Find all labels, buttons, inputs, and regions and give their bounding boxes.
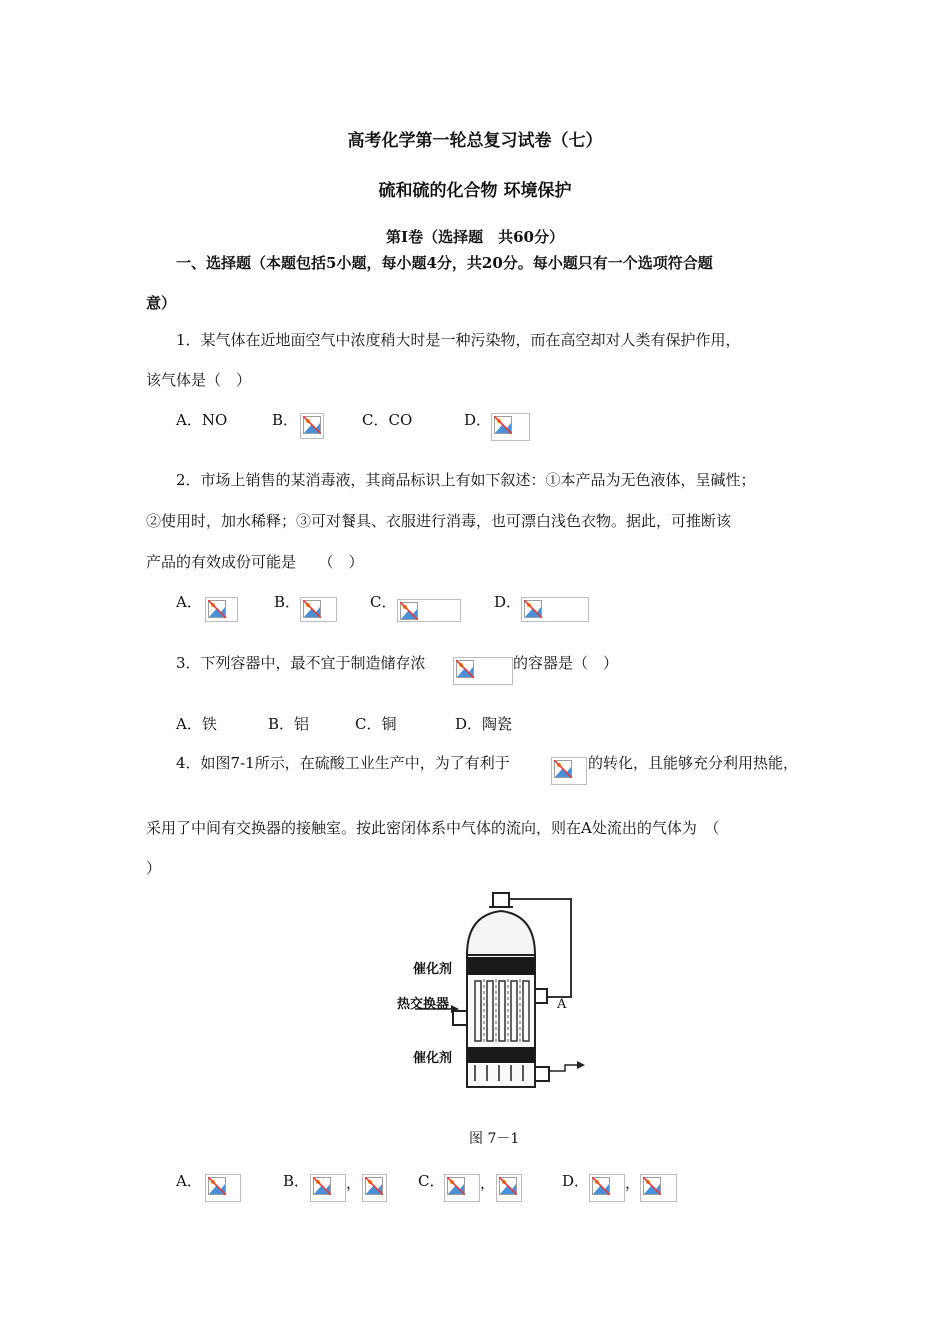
- q4-option-c-image-1: [444, 1174, 480, 1202]
- q4-line1-post: 的转化，且能够充分利用热能，: [588, 754, 799, 772]
- q1-option-a: A．NO: [176, 411, 228, 429]
- section-header: 第Ⅰ卷（选择题 共60分）: [386, 228, 564, 246]
- q1-option-c: C．CO: [362, 411, 413, 429]
- page-title: 高考化学第一轮总复习试卷（七）: [347, 131, 603, 151]
- broken-image-icon: [303, 600, 321, 618]
- broken-image-icon: [494, 416, 512, 434]
- q3-option-d: D．陶瓷: [455, 715, 513, 733]
- part1-instructions-line1: 一、选择题（本题包括5小题，每小题4分，共20分。每小题只有一个选项符合题: [176, 254, 713, 272]
- q3-line1-post: 的容器是（ ）: [513, 654, 619, 672]
- label-outlet-a: A: [557, 997, 567, 1012]
- q2-line2: ②使用时，加水稀释；③可对餐具、衣服进行消毒，也可漂白浅色衣物。据此，可推断该: [146, 512, 732, 530]
- q4-option-a: A．: [176, 1172, 202, 1190]
- q2-option-c: C．: [370, 593, 397, 611]
- broken-image-icon: [400, 602, 418, 620]
- q3-option-a: A．铁: [176, 715, 217, 733]
- page-subtitle: 硫和硫的化合物 环境保护: [378, 181, 572, 201]
- q4-line1-pre: 4．如图7-1所示，在硫酸工业生产中，为了有利于: [176, 754, 510, 772]
- q4-option-c: C．: [418, 1172, 445, 1190]
- label-heat-exchanger: 热交换器: [397, 997, 450, 1012]
- broken-image-icon: [313, 1177, 331, 1195]
- broken-image-icon: [365, 1177, 383, 1195]
- broken-image-icon: [499, 1177, 517, 1195]
- q1-option-d-image: [491, 413, 530, 441]
- q4-option-b-sep: ，: [346, 1174, 362, 1192]
- q4-option-d-image-2: [640, 1174, 677, 1202]
- q2-option-c-image: [397, 599, 461, 622]
- q2-line3: 产品的有效成份可能是 （ ）: [146, 553, 364, 571]
- q4-option-b: B．: [283, 1172, 310, 1190]
- broken-image-icon: [208, 1177, 226, 1195]
- q4-line2: 采用了中间有交换器的接触室。按此密闭体系中气体的流向，则在A处流出的气体为 （: [146, 819, 720, 837]
- q2-option-a: A．: [176, 593, 202, 611]
- q4-option-c-sep: ，: [480, 1174, 496, 1192]
- q4-inline-image: [551, 757, 587, 785]
- figure-caption: 图 7－1: [469, 1131, 520, 1147]
- q2-option-d-image: [521, 597, 589, 622]
- q1-option-d: D．: [464, 411, 492, 429]
- broken-image-icon: [447, 1177, 465, 1195]
- q4-option-d-image-1: [589, 1174, 625, 1202]
- q4-option-c-image-2: [496, 1174, 522, 1202]
- q1-line1: 1．某气体在近地面空气中浓度稍大时是一种污染物，而在高空却对人类有保护作用，: [176, 331, 741, 349]
- broken-image-icon: [524, 600, 542, 618]
- q4-option-a-image: [205, 1174, 241, 1202]
- q4-option-b-image-1: [310, 1174, 346, 1202]
- broken-image-icon: [456, 660, 474, 678]
- broken-image-icon: [592, 1177, 610, 1195]
- q4-option-d-sep: ，: [625, 1174, 641, 1192]
- broken-image-icon: [303, 416, 321, 434]
- q4-option-d: D．: [562, 1172, 590, 1190]
- contact-chamber-figure: [395, 885, 595, 1145]
- part1-instructions-line2: 意）: [146, 294, 177, 312]
- label-catalyst-top: 催化剂: [413, 962, 453, 977]
- broken-image-icon: [643, 1177, 661, 1195]
- label-catalyst-bottom: 催化剂: [413, 1051, 453, 1066]
- q2-option-a-image: [205, 597, 238, 622]
- q2-option-b-image: [300, 597, 337, 622]
- q3-line1-pre: 3．下列容器中，最不宜于制造储存浓: [176, 654, 426, 672]
- q2-option-b: B．: [274, 593, 301, 611]
- q2-option-d: D．: [494, 593, 522, 611]
- q1-option-b-image: [300, 413, 324, 439]
- q1-line2: 该气体是（ ）: [146, 371, 252, 389]
- q4-option-b-image-2: [362, 1174, 387, 1202]
- broken-image-icon: [554, 760, 572, 778]
- q3-option-b: B．铝: [268, 715, 310, 733]
- q4-line3: ）: [146, 859, 162, 877]
- q3-inline-image: [453, 657, 513, 685]
- q1-option-b: B．: [272, 411, 299, 429]
- broken-image-icon: [208, 600, 226, 618]
- contact-chamber-diagram: [395, 885, 595, 1145]
- q2-line1: 2．市场上销售的某消毒液，其商品标识上有如下叙述：①本产品为无色液体，呈碱性；: [176, 471, 756, 489]
- q3-option-c: C．铜: [355, 715, 397, 733]
